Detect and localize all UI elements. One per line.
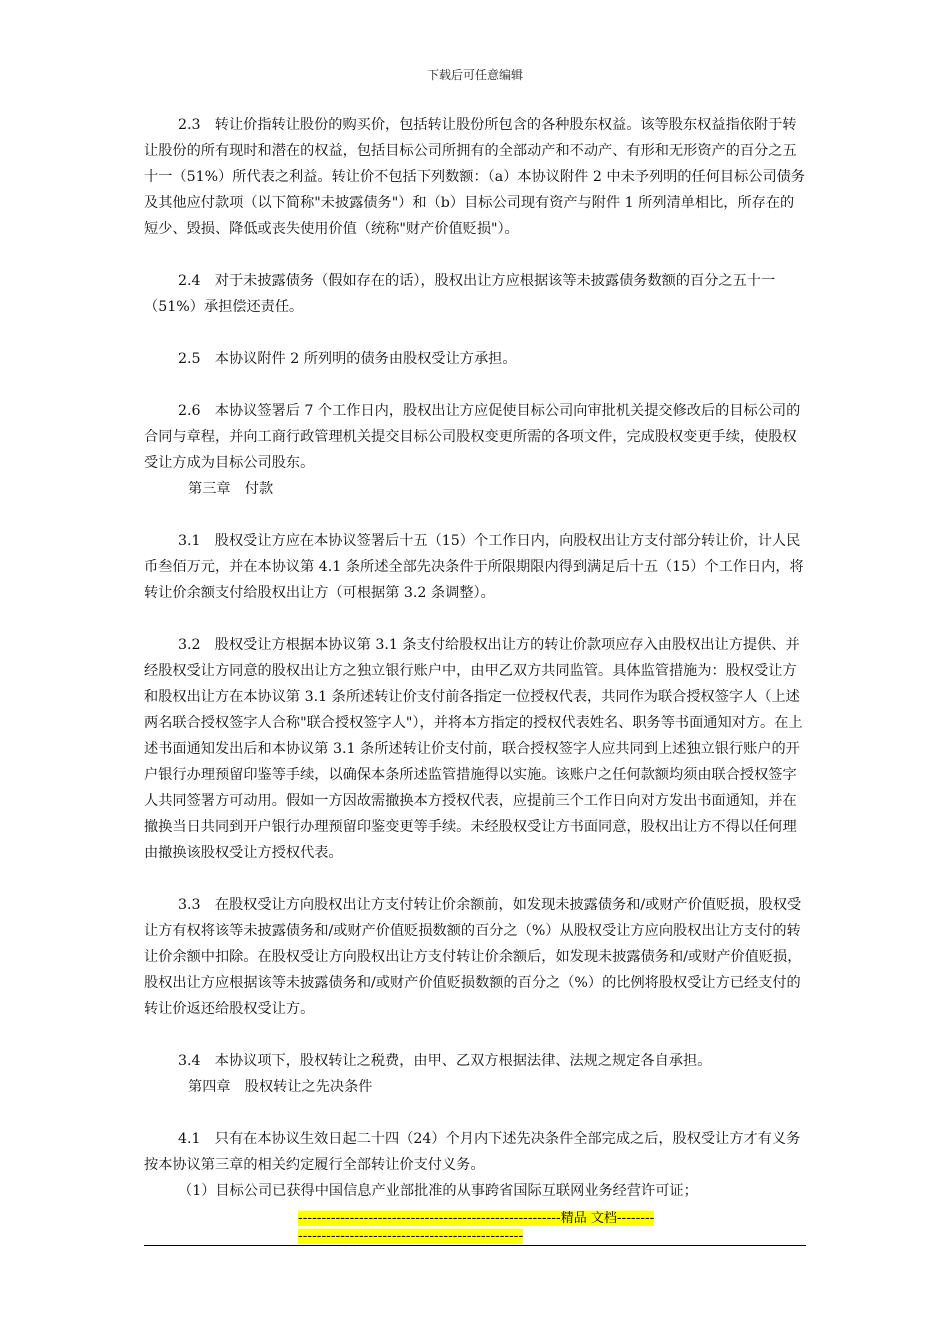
watermark-banner [298, 1210, 658, 1246]
chapter-4-heading: 第四章 股权转让之先决条件 [188, 1079, 373, 1095]
chapter-3-heading: 第三章 付款 [188, 481, 274, 497]
footer-divider [144, 1245, 806, 1246]
condition-item-1: （1）目标公司已获得中国信息产业部批准的从事跨省国际互联网业务经营许可证； [178, 1183, 698, 1199]
clause-4-1: 4.1 只有在本协议生效日起二十四（24）个月内下述先决条件全部完成之后，股权受让方才有义务按本协议第三章的相关约定履行全部转让价支付义务。 [144, 1131, 801, 1173]
page-header: 下载后可任意编辑 [426, 68, 523, 82]
watermark-text: --------------------------------------------------------精品 文档-------------------------------------------------------- [298, 1211, 655, 1244]
clause-3-2: 3.2 股权受让方根据本协议第 3.1 条支付给股权出让方的转让价款项应存入由股权出让方提供、并经股权受让方同意的股权出让方之独立银行账户中，由甲乙双方共同监管。具体监管措施为：股权受让方和股权出让方在本协议第 3.1 条所述转让价支付前各指定一位授权代表，共同作为联合授权签字人（上述两名联合授权签字人合称"联合授权签字人"），并将本方指定的授权代表姓名、职务等书面通知对方。在上述书面通知发出后和本协议第 3.1 条所述转让价支付前，联合授权签字人应共同到上述独立银行账户的开户银行办理预留印鉴等手续，以确保本条所述监管措施得以实施。该账户之任何款额均须由联合授权签字人共同签署方可动用。假如一方因故需撤换本方授权代表，应提前三个工作日向对方发出书面通知，并在撤换当日共同到开户银行办理预留印鉴变更等手续。未经股权受让方书面同意，股权出让方不得以任何理由撤换该股权受让方授权代表。 [144, 637, 803, 861]
document-body [144, 112, 808, 1204]
clause-2-4: 2.4 对于未披露债务（假如存在的话），股权出让方应根据该等未披露债务数额的百分之五十一（51%）承担偿还责任。 [144, 273, 776, 315]
clause-3-1: 3.1 股权受让方应在本协议签署后十五（15）个工作日内，向股权出让方支付部分转让价，计人民币叁佰万元，并在本协议第 4.1 条所述全部先决条件于所限期限内得到满足后十五（15）个工作日内，将转让价余额支付给股权出让方（可根据第 3.2 条调整）。 [144, 533, 804, 601]
clause-2-5: 2.5 本协议附件 2 所列明的债务由股权受让方承担。 [178, 351, 517, 367]
clause-3-3: 3.3 在股权受让方向股权出让方支付转让价余额前，如发现未披露债务和/或财产价值贬损，股权受让方有权将该等未披露债务和/或财产价值贬损数额的百分之（%）从股权受让方应向股权出让方支付的转让价余额中扣除。在股权受让方向股权出让方支付转让价余额后，如发现未披露债务和/或财产价值贬损，股权出让方应根据该等未披露债务和/或财产价值贬损数额的百分之（%）的比例将股权受让方已经支付的转让价返还给股权受让方。 [144, 897, 802, 1017]
clause-2-3: 2.3 转让价指转让股份的购买价，包括转让股份所包含的各种股东权益。该等股东权益指依附于转让股份的所有现时和潜在的权益，包括目标公司所拥有的全部动产和不动产、有形和无形资产的百分之五十一（51%）所代表之利益。转让价不包括下列数额：（a）本协议附件 2 中未予列明的任何目标公司债务及其他应付款项（以下简称"未披露债务"）和（b）目标公司现有资产与附件 1 所列清单相比，所存在的短少、毁损、降低或丧失使用价值（统称"财产价值贬损"）。 [144, 117, 806, 237]
clause-2-6: 2.6 本协议签署后 7 个工作日内，股权出让方应促使目标公司向审批机关提交修改后的目标公司的合同与章程，并向工商行政管理机关提交目标公司股权变更所需的各项文件，完成股权变更手续，使股权受让方成为目标公司股东。 [144, 403, 801, 471]
clause-3-4: 3.4 本协议项下，股权转让之税费，由甲、乙双方根据法律、法规之规定各自承担。 [178, 1053, 712, 1069]
